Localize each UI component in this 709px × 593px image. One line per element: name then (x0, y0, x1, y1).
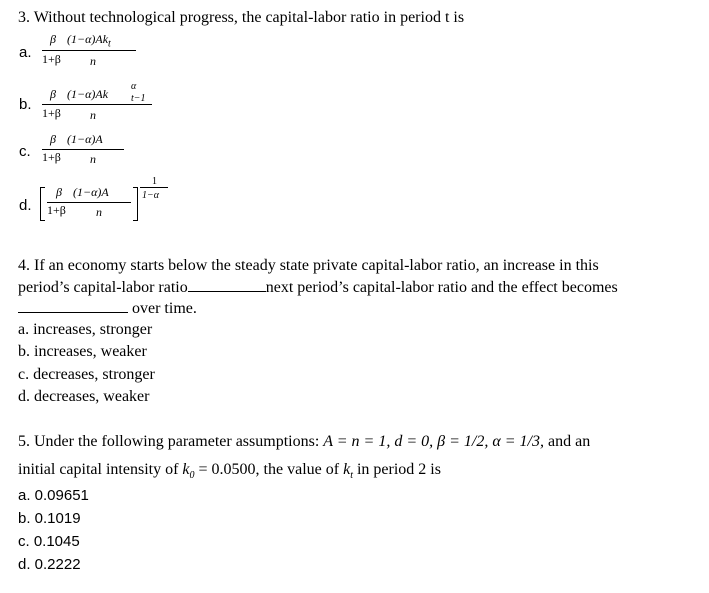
q4-option-a: a. increases, stronger (18, 321, 153, 338)
q4-option-d: d. decreases, weaker (18, 388, 150, 405)
q4-option-b: b. increases, weaker (18, 343, 147, 360)
q4-line-2b: next period’s capital-labor ratio and the effect becomes (265, 279, 618, 296)
q4-line-2 (18, 277, 618, 298)
q3-option-d-letter: d. (19, 197, 32, 214)
q3-c-num-left: β (50, 132, 56, 146)
q4-blank-2 (18, 298, 128, 313)
q5-line-2 (18, 460, 441, 486)
q3-b-den-right: n (90, 108, 96, 122)
q3-b-num-right: (1−α)Ak (67, 87, 109, 101)
q3-a-num-right: $(1-\alpha)Ak_t$ (67, 32, 111, 50)
q3-option-c-formula (40, 133, 140, 173)
q5-line-2-post: in period 2 is (356, 461, 441, 478)
q5-line-1 (18, 432, 590, 452)
q3-option-b-letter: b. (19, 96, 32, 113)
q3-c-den-right: n (90, 152, 96, 166)
q5-option-a: a. 0.09651 (18, 487, 89, 504)
q3-d-exp-bar (140, 187, 168, 188)
q3-b-fraction-bar (42, 104, 152, 105)
q4-line-3 (18, 298, 197, 319)
q4-line-3-text: over time. (132, 300, 197, 317)
q3-a-den-right: n (90, 54, 96, 68)
q5-line-2-mid: the value of (263, 461, 340, 478)
q4-blank-1 (188, 277, 266, 292)
right-bracket-icon (133, 187, 138, 221)
q3-c-den-left: 1+β (42, 150, 61, 164)
q3-d-exp-num: 1 (152, 176, 157, 187)
q3-option-a-letter: a. (19, 44, 32, 61)
q3-d-num-left: β (56, 185, 62, 199)
q4-line-2a: period’s capital-labor ratio (18, 279, 188, 296)
q3-d-num-right: (1−α)A (73, 185, 109, 199)
q3-option-a-formula (40, 33, 140, 73)
q5-option-b: b. 0.1019 (18, 510, 81, 527)
q3-d-exp-den: 1−α (142, 190, 159, 201)
q5-line-1-post: and an (548, 433, 591, 450)
q3-b-num-left: β (50, 87, 56, 101)
q3-b-num-sup: α (131, 81, 137, 92)
q3-stem: 3. Without technological progress, the capital-labor ratio in period t is (18, 9, 465, 26)
q5-option-d: d. 0.2222 (18, 556, 81, 573)
left-bracket-icon (40, 187, 45, 221)
q3-b-num-sub: t−1 (131, 93, 146, 104)
q3-d-den-right: n (96, 205, 102, 219)
q4-option-c: c. decreases, stronger (18, 366, 155, 383)
q5-option-c: c. 0.1045 (18, 533, 80, 550)
q3-b-den-left: 1+β (42, 106, 61, 120)
q5-k0-value: = 0.0500, (198, 461, 260, 478)
q5-kt: $k_t$ (343, 461, 353, 482)
q3-option-c-letter: c. (19, 143, 31, 160)
q3-option-b-formula (40, 78, 160, 128)
q3-a-num-left: β (50, 32, 56, 46)
q5-parameters: A = n = 1, d = 0, β = 1/2, α = 1/3, (323, 433, 544, 450)
q5-line-2-pre: initial capital intensity of (18, 461, 179, 478)
q3-a-fraction-bar (42, 50, 136, 51)
q3-a-den-left: 1+β (42, 52, 61, 66)
q5-k0: $k_0$ (182, 461, 195, 482)
q3-option-d-formula (36, 175, 176, 223)
q3-c-num-right: (1−α)A (67, 132, 103, 146)
q5-line-1-pre: 5. Under the following parameter assumptions: (18, 433, 320, 450)
q4-line-1: 4. If an economy starts below the steady state private capital-labor ratio, an increase in this (18, 257, 599, 274)
q3-d-den-left: 1+β (47, 203, 66, 217)
